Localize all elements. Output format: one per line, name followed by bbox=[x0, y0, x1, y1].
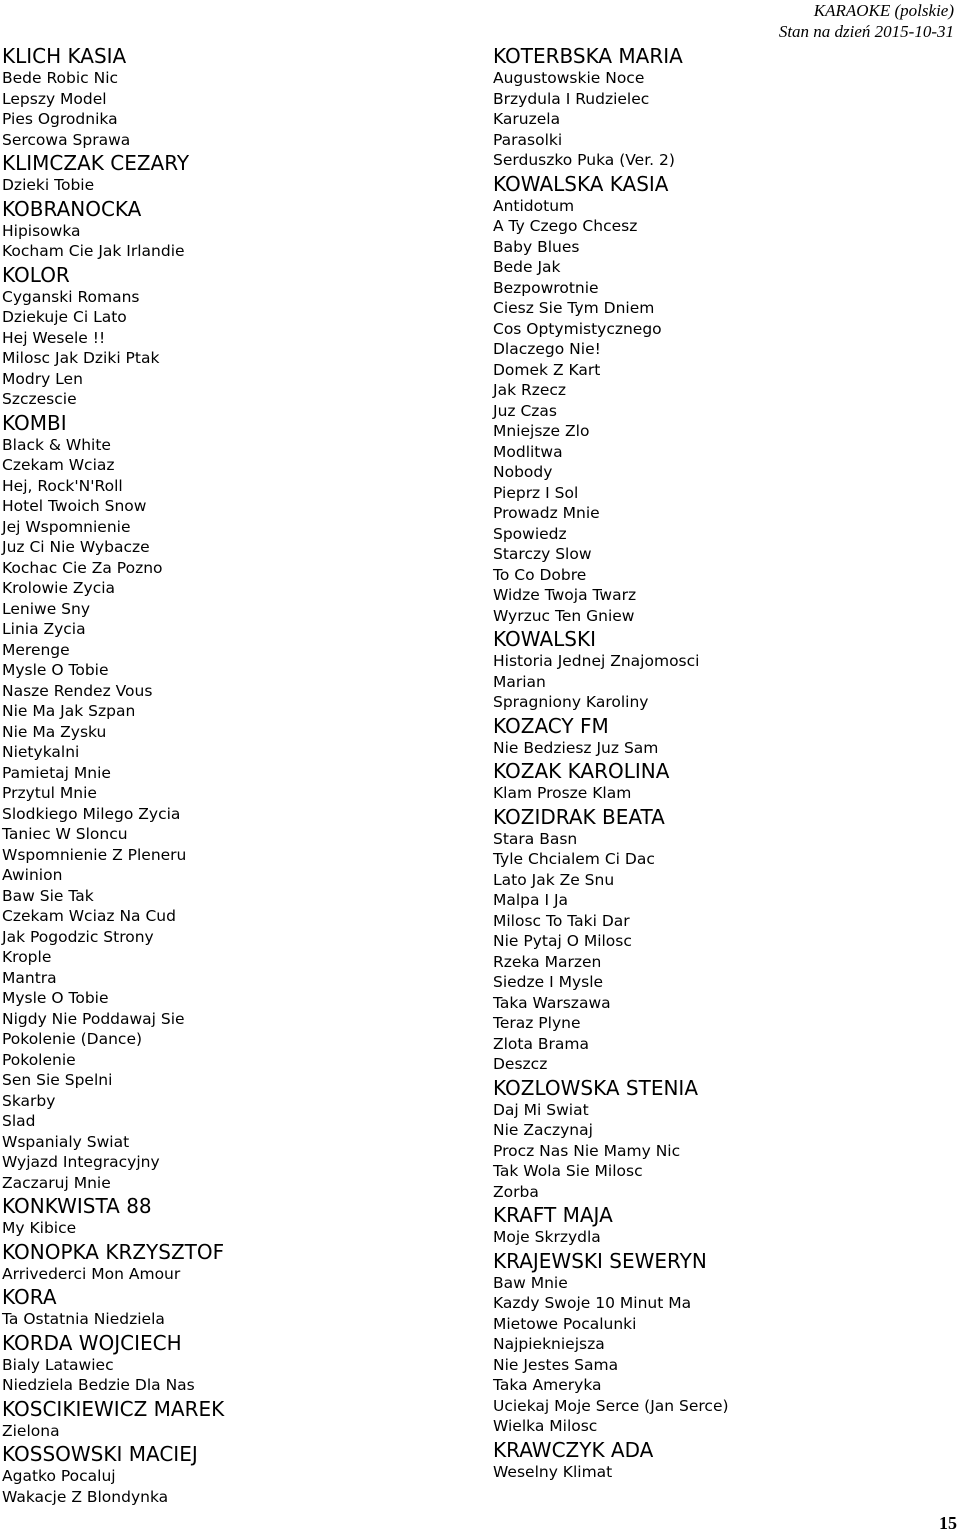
song-title: Nasze Rendez Vous bbox=[2, 681, 153, 700]
song-title: Lepszy Model bbox=[2, 89, 107, 108]
song-title: Spragniony Karoliny bbox=[493, 693, 649, 711]
song-title: Karuzela bbox=[493, 110, 561, 128]
song-title: Starczy Slow bbox=[493, 545, 592, 563]
artist-heading: KOSCIKIEWICZ MAREK bbox=[2, 1396, 225, 1421]
song-title: Antidotum bbox=[493, 196, 575, 215]
artist-heading: KLICH KASIA bbox=[2, 44, 127, 68]
song-title: Wyjazd Integracyjny bbox=[2, 1153, 160, 1171]
song-title: Pamietaj Mnie bbox=[2, 763, 111, 782]
song-title: Serduszko Puka (Ver. 2) bbox=[493, 151, 675, 169]
song-title: Milosc To Taki Dar bbox=[493, 911, 630, 930]
song-title: Baby Blues bbox=[493, 237, 580, 256]
song-title: Mietowe Pocalunki bbox=[493, 1314, 637, 1333]
song-title: To Co Dobre bbox=[493, 565, 587, 584]
song-title: Mantra bbox=[2, 968, 57, 987]
song-title: Jak Rzecz bbox=[493, 381, 567, 399]
song-title: Prowadz Mnie bbox=[493, 504, 600, 522]
song-title: Zielona bbox=[2, 1421, 60, 1440]
song-title: A Ty Czego Chcesz bbox=[493, 217, 638, 235]
song-title: Pieprz I Sol bbox=[493, 483, 579, 502]
song-title: Bede Robic Nic bbox=[2, 69, 119, 87]
song-title: Nie Ma Zysku bbox=[2, 722, 107, 741]
song-title: Domek Z Kart bbox=[493, 360, 601, 379]
artist-heading: KRAWCZYK ADA bbox=[493, 1437, 654, 1462]
song-title: Tak Wola Sie Milosc bbox=[493, 1162, 643, 1180]
song-title: Juz Czas bbox=[493, 401, 557, 420]
song-title: Modry Len bbox=[2, 369, 83, 388]
header-date: Stan na dzień 2015-10-31 bbox=[778, 22, 954, 41]
song-title: Cyganski Romans bbox=[2, 287, 140, 306]
song-title: Hej Wesele !! bbox=[2, 328, 106, 347]
song-title: Stara Basn bbox=[493, 829, 578, 848]
song-title: Baw Sie Tak bbox=[2, 886, 94, 905]
song-title: Zaczaruj Mnie bbox=[2, 1173, 111, 1192]
artist-heading: KOZACY FM bbox=[493, 713, 609, 738]
song-title: Deszcz bbox=[493, 1055, 548, 1073]
song-title: Hej, Rock'N'Roll bbox=[2, 476, 123, 495]
song-title: Baw Mnie bbox=[493, 1273, 568, 1292]
song-title: Najpiekniejsza bbox=[493, 1335, 605, 1353]
song-title: Nie Bedziesz Juz Sam bbox=[493, 738, 659, 757]
song-title: Awinion bbox=[2, 866, 63, 884]
song-title: Hipisowka bbox=[2, 221, 81, 240]
song-title: Jak Pogodzic Strony bbox=[2, 927, 154, 946]
artist-heading: KOSSOWSKI MACIEJ bbox=[2, 1442, 198, 1466]
song-title: Bede Jak bbox=[493, 258, 561, 276]
song-title: Dziekuje Ci Lato bbox=[2, 308, 127, 326]
song-title: Dlaczego Nie! bbox=[493, 340, 601, 358]
song-title: Sercowa Sprawa bbox=[2, 130, 131, 149]
song-title: Niedziela Bedzie Dla Nas bbox=[2, 1376, 195, 1394]
song-title: Nie Zaczynaj bbox=[493, 1121, 593, 1139]
song-title: Nie Pytaj O Milosc bbox=[493, 932, 632, 950]
song-title: Mysle O Tobie bbox=[2, 989, 109, 1007]
song-title: Juz Ci Nie Wybacze bbox=[2, 538, 150, 556]
song-title: Nietykalni bbox=[2, 743, 80, 761]
artist-heading: KOZLOWSKA STENIA bbox=[493, 1075, 698, 1100]
song-title: Lato Jak Ze Snu bbox=[493, 870, 615, 889]
song-title: Wspomnienie Z Pleneru bbox=[2, 845, 187, 864]
song-title: Marian bbox=[493, 672, 546, 691]
song-title: Wyrzuc Ten Gniew bbox=[493, 606, 635, 625]
song-title: Przytul Mnie bbox=[2, 784, 97, 802]
song-title: Taka Warszawa bbox=[493, 993, 611, 1012]
song-title: Ciesz Sie Tym Dniem bbox=[493, 299, 655, 317]
artist-heading: KRAJEWSKI SEWERYN bbox=[493, 1248, 707, 1273]
artist-heading: KONKWISTA 88 bbox=[2, 1194, 152, 1218]
left-column bbox=[2, 43, 472, 1507]
song-title: Wielka Milosc bbox=[493, 1417, 598, 1435]
artist-heading: KLIMCZAK CEZARY bbox=[2, 151, 190, 175]
song-title: Klam Prosze Klam bbox=[493, 784, 632, 802]
song-title: Procz Nas Nie Mamy Nic bbox=[493, 1141, 681, 1160]
song-title: Rzeka Marzen bbox=[493, 952, 602, 971]
song-title: Pokolenie bbox=[2, 1050, 76, 1069]
right-column bbox=[493, 43, 953, 1482]
song-title: Teraz Plyne bbox=[493, 1014, 581, 1032]
song-title: Daj Mi Swiat bbox=[493, 1100, 589, 1119]
artist-heading: KOWALSKI bbox=[493, 627, 596, 651]
page-number: 15 bbox=[939, 1513, 957, 1533]
artist-heading: KONOPKA KRZYSZTOF bbox=[2, 1239, 225, 1264]
song-title: Leniwe Sny bbox=[2, 599, 91, 618]
song-title: Bialy Latawiec bbox=[2, 1355, 114, 1374]
song-title: Parasolki bbox=[493, 130, 563, 149]
song-title: Linia Zycia bbox=[2, 620, 86, 638]
song-title: Taniec W Sloncu bbox=[2, 825, 128, 843]
song-title: Nigdy Nie Poddawaj Sie bbox=[2, 1009, 185, 1028]
song-title: Weselny Klimat bbox=[493, 1462, 613, 1481]
song-title: Slad bbox=[2, 1112, 36, 1130]
song-title: Kazdy Swoje 10 Minut Ma bbox=[493, 1294, 692, 1312]
song-title: Cos Optymistycznego bbox=[493, 319, 662, 338]
song-title: Zorba bbox=[493, 1182, 539, 1201]
song-title: Spowiedz bbox=[493, 524, 567, 543]
song-title: Kochac Cie Za Pozno bbox=[2, 558, 163, 577]
artist-heading: KRAFT MAJA bbox=[493, 1203, 613, 1227]
artist-heading: KOBRANOCKA bbox=[2, 196, 142, 221]
song-title: Moje Skrzydla bbox=[493, 1228, 601, 1246]
song-title: Pies Ogrodnika bbox=[2, 110, 118, 128]
artist-heading: KOZAK KAROLINA bbox=[493, 759, 670, 783]
song-title: Krople bbox=[2, 948, 52, 966]
song-title: Black & White bbox=[2, 435, 111, 454]
song-title: Uciekaj Moje Serce (Jan Serce) bbox=[493, 1396, 729, 1415]
song-title: Zlota Brama bbox=[493, 1034, 590, 1053]
song-title: Jej Wspomnienie bbox=[2, 517, 131, 536]
artist-heading: KOLOR bbox=[2, 262, 70, 287]
song-title: Nie Jestes Sama bbox=[493, 1355, 619, 1374]
song-title: Slodkiego Milego Zycia bbox=[2, 804, 181, 823]
song-title: Tyle Chcialem Ci Dac bbox=[493, 850, 655, 868]
song-title: My Kibice bbox=[2, 1219, 77, 1237]
song-title: Hotel Twoich Snow bbox=[2, 497, 147, 515]
song-title: Modlitwa bbox=[493, 442, 563, 461]
song-title: Kocham Cie Jak Irlandie bbox=[2, 242, 185, 260]
song-title: Czekam Wciaz Na Cud bbox=[2, 907, 176, 925]
header-title: KARAOKE (polskie) bbox=[813, 1, 954, 20]
song-title: Sen Sie Spelni bbox=[2, 1071, 113, 1089]
artist-heading: KOMBI bbox=[2, 410, 67, 435]
song-title: Szczescie bbox=[2, 390, 77, 408]
song-title: Malpa I Ja bbox=[493, 891, 569, 909]
page-header bbox=[779, 0, 954, 42]
song-title: Agatko Pocaluj bbox=[2, 1467, 116, 1485]
song-title: Arrivederci Mon Amour bbox=[2, 1264, 181, 1283]
song-title: Mysle O Tobie bbox=[2, 661, 109, 679]
song-title: Nobody bbox=[493, 463, 553, 481]
song-title: Merenge bbox=[2, 640, 70, 659]
song-title: Nie Ma Jak Szpan bbox=[2, 702, 136, 720]
artist-heading: KORA bbox=[2, 1285, 57, 1309]
song-title: Milosc Jak Dziki Ptak bbox=[2, 349, 160, 367]
song-title: Wakacje Z Blondynka bbox=[2, 1487, 169, 1506]
song-title: Siedze I Mysle bbox=[493, 973, 604, 991]
song-title: Dzieki Tobie bbox=[2, 176, 95, 194]
song-title: Bezpowrotnie bbox=[493, 278, 599, 297]
artist-heading: KOTERBSKA MARIA bbox=[493, 44, 683, 68]
song-title: Skarby bbox=[2, 1091, 56, 1110]
song-title: Widze Twoja Twarz bbox=[493, 586, 637, 604]
song-title: Krolowie Zycia bbox=[2, 579, 116, 597]
song-title: Wspanialy Swiat bbox=[2, 1132, 130, 1151]
song-title: Historia Jednej Znajomosci bbox=[493, 652, 700, 670]
song-title: Czekam Wciaz bbox=[2, 456, 115, 474]
song-title: Ta Ostatnia Niedziela bbox=[2, 1310, 165, 1328]
song-title: Taka Ameryka bbox=[493, 1376, 602, 1394]
song-title: Pokolenie (Dance) bbox=[2, 1030, 143, 1048]
song-title: Brzydula I Rudzielec bbox=[493, 89, 650, 108]
song-title: Mniejsze Zlo bbox=[493, 422, 590, 440]
artist-heading: KOWALSKA KASIA bbox=[493, 171, 669, 196]
artist-heading: KOZIDRAK BEATA bbox=[493, 804, 665, 829]
artist-heading: KORDA WOJCIECH bbox=[2, 1330, 182, 1355]
song-title: Augustowskie Noce bbox=[493, 69, 645, 87]
